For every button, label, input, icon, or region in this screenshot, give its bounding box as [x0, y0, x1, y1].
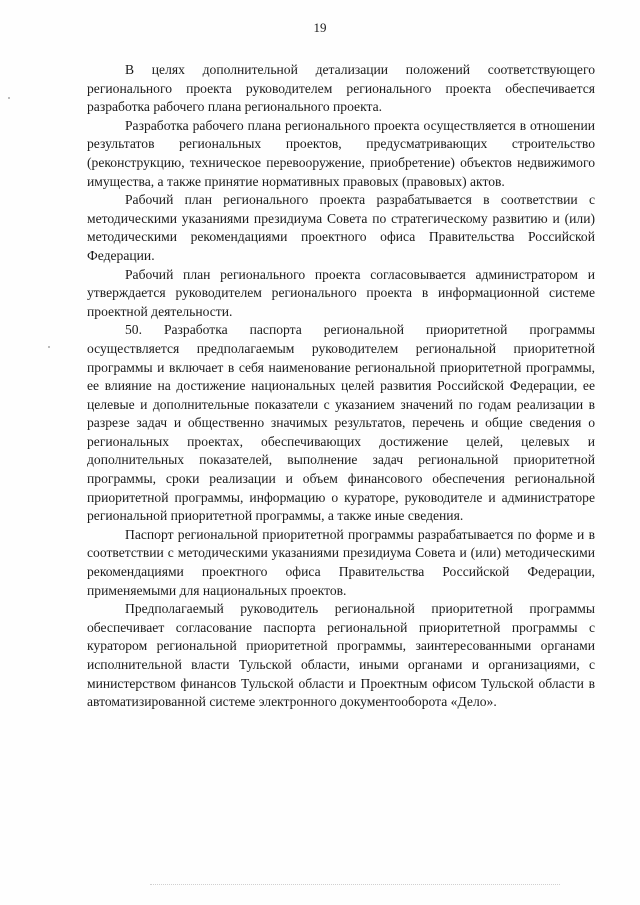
- page-number: 19: [313, 20, 327, 35]
- scan-artifact-line: [150, 884, 560, 886]
- paragraph: Рабочий план регионального проекта согласовывается администратором и утверждается руководителем регионального проекта в информационной системе проектной деятельности.: [87, 266, 595, 319]
- paragraph: Предполагаемый руководитель региональной приоритетной программы обеспечивает согласование паспорта региональной приоритетной программы с куратором региональной приоритетной программы, заинтересованными органами исполнительной власти Тульской области, иными органами и организациями, с министерством финансов Тульской области и Проектным офисом Тульской области в автоматизированной системе электронного документооборота «Дело».: [87, 601, 595, 710]
- paragraph: Паспорт региональной приоритетной программы разрабатывается по форме и в соответствии с методическими указаниями президиума Совета и (или) методическими рекомендациями проектного офиса Правительства Российской Федерации, применяемыми для национальных проектов.: [87, 526, 595, 598]
- paragraph-clause-50: 50. Разработка паспорта региональной приоритетной программы осуществляется предполагаемым руководителем региональной приоритетной программы и включает в себя наименование региональной приоритетной программы, ее влияние на достижение национальных целей развития Российской Федерации, ее целевые и дополнительные показатели с указанием значений по годам реализации в разрезе задач и общественно значимых результатов, перечень и общие сведения о региональных проектах, обеспечивающих достижение целей, целевых и дополнительных показателей, выполнение задач региональной приоритетной программы, сроки реализации и объем финансового обеспечения региональной приоритетной программы, информацию о кураторе, руководителе и администраторе региональной приоритетной программы, а также иные сведения.: [87, 322, 595, 524]
- body-text: [87, 61, 595, 712]
- paragraph: В целях дополнительной детализации положений соответствующего регионального проекта руководителем регионального проекта обеспечивается разработка рабочего плана регионального проекта.: [87, 62, 595, 115]
- scan-artifact: [8, 97, 10, 99]
- paragraph: Рабочий план регионального проекта разрабатывается в соответствии с методическими указаниями президиума Совета по стратегическому развитию и (или) методическими рекомендациями проектного офиса Правительства Российской Федерации.: [87, 192, 595, 263]
- scan-artifact: [48, 346, 50, 348]
- paragraph: Разработка рабочего плана регионального проекта осуществляется в отношении результатов региональных проектов, предусматривающих строительство (реконструкцию, техническое перевооружение, приобретение) объектов недвижимого имущества, а также принятие нормативных правовых (правовых) актов.: [87, 117, 595, 189]
